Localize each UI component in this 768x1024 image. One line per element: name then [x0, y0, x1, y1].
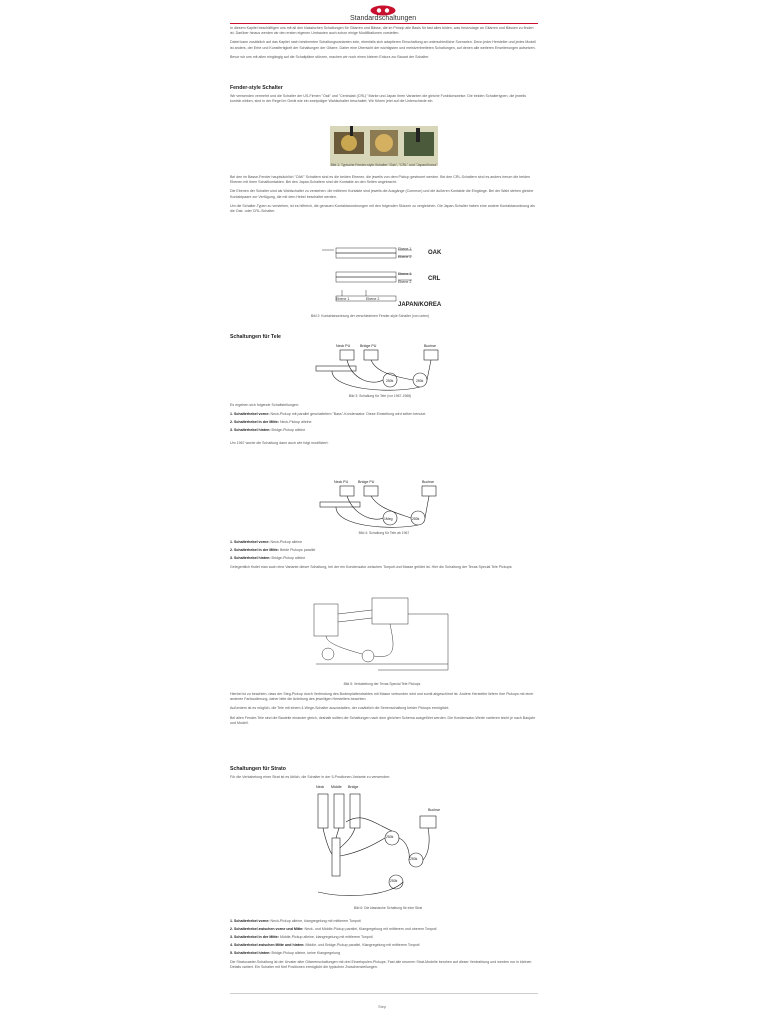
list-item: 4. Schalterhebel zwischen Mitte und hinten: Middle- und Bridge-Pickup parallel, Klangregelung mit mittlerem Tonpoti [230, 943, 420, 947]
tele-text-1 [230, 403, 538, 450]
tele-text-2 [230, 537, 538, 574]
list-item: 3. Schalterhebel hinten: Bridge-Pickup alleine [230, 428, 306, 433]
strat-text [230, 916, 538, 974]
section-heading: Schaltungen für Tele [230, 334, 281, 340]
body-paragraph: Außerdem ist es möglich, die Tele mit einem 4-Wege-Schalter auszustatten, der zusätzlich die Serienschaltung beider Pickups ermöglicht. [230, 706, 450, 711]
body-paragraph: Gelegentlich findet man auch eine Variante dieser Schaltung, bei der ein Kondensator zwischen Tonpoti und Masse gelötet ist. Hier die Schaltung der Texas Special Tele Pickups: [230, 565, 513, 569]
body-paragraph: Um 1967 wurde die Schaltung dann auch wie folgt modifiziert: [230, 441, 329, 446]
diagram-label: 250k [386, 379, 394, 383]
tele-text-3 [230, 692, 538, 730]
diagram-label: 250k [386, 835, 394, 839]
switch-level-label: Ebene 1 [398, 272, 412, 276]
section-heading: Fender-style Schalter [230, 85, 283, 91]
figure-caption: Bild 3: Schaltung für Tele (vor 1967-1968) [348, 394, 412, 398]
switch-level-label: Ebene 1 [336, 297, 350, 301]
diagram-label: 250k [416, 379, 424, 383]
list-item: 5. Schalterhebel hinten: Bridge-Pickup alleine, keine Klangregelung [230, 951, 341, 955]
body-paragraph: Bei den im Basse-Fender hauptsächlich "OAK" Schaltern sind es die beiden Ebenen, die jeweils von dem Pickup gesteuert werden. Bei den CRL-Schaltern sind es anders herum die beiden Ebenen mit ihren Schaltkontakten. Bei den Japan-Schaltern sind die Kontakte an den Seiten angebracht. [230, 175, 531, 185]
page-header [0, 0, 768, 26]
figure-caption: Bild 4: Schaltung für Tele ab 1967 [358, 531, 410, 535]
intro-paragraph: Dabei kann zusätzlich auf das Kapitel nach bestimmten Schaltungsvarianten sein, ebenfalls sich adaptieren Einschaltung an unterschiedliche Szenarien. Denn jeder Hersteller und jedes Modell ist anders, der Erbe und Kunstfertigkeit der Schaltungen der Gitarre. Daher eine Übersicht der wichtigsten und meistverbreiteten Schaltungen, auf denen alle weiteren Erweiterungen aufsetzen. [230, 40, 536, 50]
figure-caption: Bild 1: Typische Fender-style Schalter "Oak", "CRL" und "Japan/Korea" [330, 163, 438, 167]
switch-photo [330, 126, 438, 166]
switch-level-label: Ebene 2 [398, 255, 412, 259]
diagram-label: 250k [410, 857, 418, 861]
diagram-label: Neck [316, 785, 325, 789]
list-item: 2. Schalterhebel in der Mitte: Neck-Pickup alleine [230, 420, 312, 425]
intro-paragraph: In diesem Kapitel beschäftigen uns mit all den klassischen Schaltungen für Gitarren und Bässe, die im Prinzip alle Basis für fast alles bilden, was heutzutage an Gitarren und Bässen zu finden ist. Darüber hinaus werden wir den ersten eigenen Umbauten auch schon einige Modifikationen vorstellen. [230, 26, 534, 36]
intro-paragraph: Bevor wir uns mit allen eingängig auf die Schaltpläne stürzen, machen wir noch einen kleinen Exkurs zur Bauart der Schalter. [230, 54, 430, 59]
figure-caption: Bild 5: Verkabelung der Texas Special Tele Pickups [343, 682, 421, 686]
list-item: 1. Schalterhebel vorne: Neck-Pickup alleine [230, 540, 303, 544]
body-paragraph: Hierbei ist zu beachten, dass der Steg-Pickup durch Verbindung des Bodenplattendrahtes mit Masse verbunden wird und somit abgeschirmt ist. Andere Hersteller liefern ihre Pickups mit einer anderen Farbcodierung, daher bitte die Anleitung des jeweiligen Herstellers beachten. [230, 692, 534, 702]
section-heading: Schaltungen für Strato [230, 766, 286, 772]
diagram-label: Neck PU [334, 480, 349, 484]
list-item: 1. Schalterhebel vorne: Neck-Pickup alleine, klangregelung mit mittlerem Tonpoti [230, 919, 361, 923]
figure-caption: Bild 2: Kontaktanordnung der verschiedenen Fender-style Schalter (von unten) [310, 314, 430, 318]
body-paragraph: Für die Verkabelung einer Strat ist es üblich, die Schalter in der 5-Positionen-Variante zu verwenden: [230, 775, 391, 779]
diagram-label: Buchse [428, 808, 440, 812]
footer-text[interactable]: Step [378, 1004, 387, 1009]
body-paragraph: Wir verwenden vermehrt und die Schalter der US-Firmen "Oak" und "Centralab (CRL)" Marke und Japan ihren Varianten die gleiche Funktionsweise. Die beiden Schaltertypen, die jeweils konträr wirken, sind in der Regel im Gerät wie ein zweipoliger Wahlschalter beschaltet. Wir führen jetzt auf die Unterschiede ein. [230, 94, 527, 104]
diagram-label: Neck PU [336, 344, 351, 348]
diagram-label: 250k [390, 879, 398, 883]
switch-level-label: Ebene 2 [366, 297, 380, 301]
diagram-label: Buchse [424, 344, 436, 348]
diagram-label: Buchse [422, 480, 434, 484]
body-paragraph: Bei allen Fender-Tele sind die Bauteile einander gleich, deshalb sollten die Schaltungen nach dem gleichen Schema ausgeführt werden. Die Kondensator-Werte variieren leicht je nach Baujahr und Modell. [230, 715, 536, 725]
list-item: 3. Schalterhebel hinten: Bridge-Pickup alleine [230, 556, 306, 560]
diagram-label: 1Meg [384, 517, 393, 521]
body-paragraph: Die Stratocaster-Schaltung ist der Urvater aller Gitarrenschaltungen mit drei Einzelspulen-Pickups. Fast alle neueren Strat-Modelle beruhen auf dieser Verdrahtung und werden nur in kleinen Details variiert. Ein Schalter mit fünf Positionen ermöglicht die typischen Zwischenstellungen. [230, 960, 532, 970]
body-paragraph: Es ergeben sich folgende Schaltstellungen: [230, 403, 299, 407]
list-item: 3. Schalterhebel in der Mitte: Middle-Pickup alleine, klangregelung mit mittlerem Tonpoti [230, 935, 373, 939]
switch-level-label: Ebene 1 [398, 247, 412, 251]
diagram-label: 250k [412, 517, 420, 521]
tele-wiring-diagram-1 [312, 340, 444, 396]
switch-level-label: Ebene 2 [398, 280, 412, 284]
fender-section [230, 79, 538, 108]
list-item: 1. Schalterhebel vorne: Neck-Pickup mit parallel geschaltetem "Bass"-Kondensator. Diese Einstellung wird selten benutzt. [230, 412, 427, 417]
intro-section [230, 26, 538, 64]
list-item: 2. Schalterhebel in der Mitte: Beide Pickups parallel [230, 548, 316, 552]
diagram-label: Bridge PU [358, 480, 375, 484]
list-item: 2. Schalterhebel zwischen vorne und Mitte: Neck- und Middle-Pickup parallel, Klangregelung mit mittlerem und oberem Tonpoti [230, 927, 437, 931]
strat-wiring-diagram [312, 782, 452, 904]
footer-divider [230, 993, 538, 994]
switch-type-label: CRL [428, 276, 441, 282]
diagram-label: Bridge [348, 785, 359, 789]
diagram-label: Bridge PU [360, 344, 377, 348]
body-paragraph: Die Ebenen der Schalter sind als Wahlschalter zu verstehen: die mittleren Kontakte sind jeweils die Ausgänge (Common) und die äußeren Kontakte die Eingänge. Bei der Wahl stehen gleiche Kontaktpaare zur Verfügung, die mit dem Hebel beschaltet werden. [230, 189, 534, 199]
fender-text-2 [230, 175, 538, 218]
figure-caption: Bild 6: Die klassische Schaltung für eine Strat [353, 906, 423, 910]
page-title: Standardschaltungen [350, 15, 417, 22]
body-paragraph: Um die Schalter-Typen zu verstehen, ist es hilfreich, die genauen Kontaktanordnungen mit den folgenden Skizzen zu vergleichen. Die Japan-Schalter haben eine andere Kontaktanordnung als die Oak- oder CRL-Schalter. [230, 203, 535, 214]
strat-section [230, 760, 538, 784]
texas-special-wiring-diagram [308, 594, 458, 680]
switch-type-label: JAPAN/KOREA [398, 302, 442, 308]
header-divider [230, 23, 538, 24]
switch-type-label: OAK [428, 250, 442, 256]
tele-wiring-diagram-2 [318, 476, 448, 532]
diagram-label: Middle [331, 785, 342, 789]
